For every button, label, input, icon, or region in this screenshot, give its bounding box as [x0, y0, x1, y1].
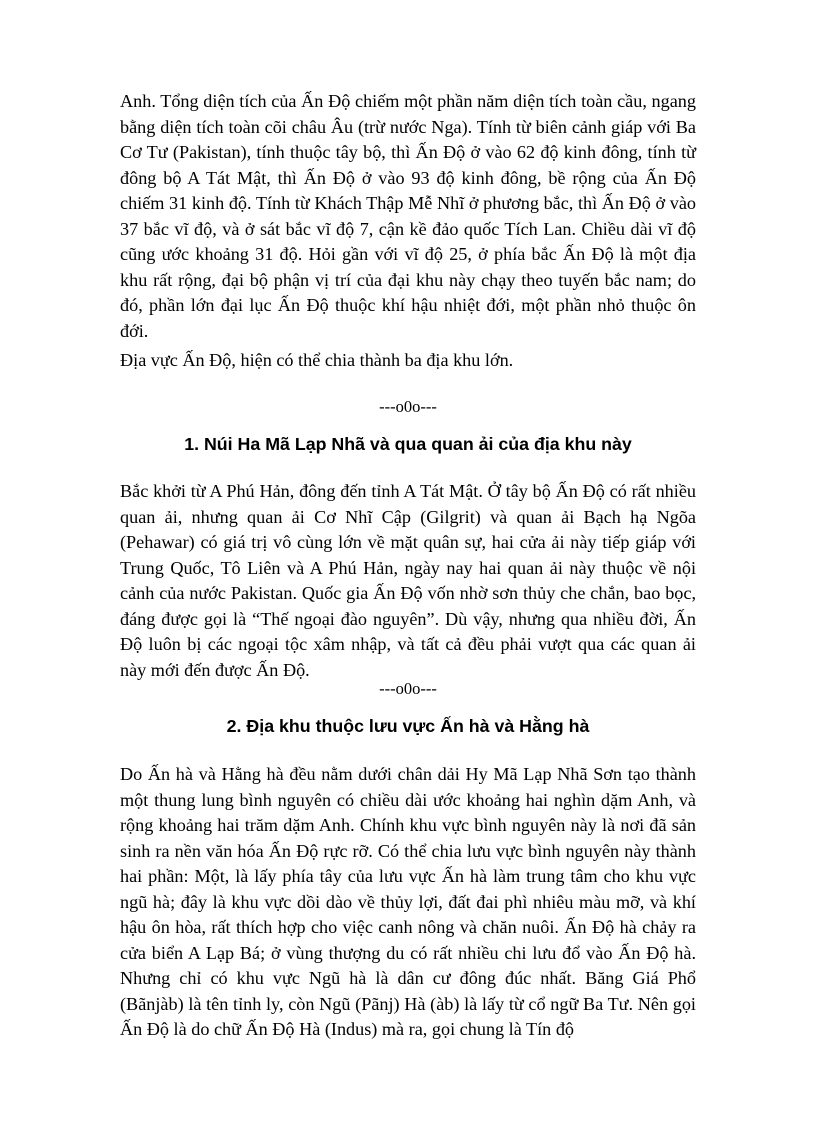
body-paragraph-area-latitude: Anh. Tổng diện tích của Ấn Độ chiếm một phần năm diện tích toàn cầu, ngang bằng diện tích toàn cõi châu Âu (trừ nước Nga). Tính từ biên cảnh giáp với Ba Cơ Tư (Pakistan), tính thuộc tây bộ, thì Ấn Độ ở vào 62 độ kinh đông, tính từ đông bộ A Tát Mật, thì Ấn Độ ở vào 93 độ kinh đông, bề rộng của Ấn Độ chiếm 31 kinh độ. Tính từ Khách Thập Mễ Nhĩ ở phương bắc, thì Ấn Độ ở vào 37 bắc vĩ độ, và ở sát bắc vĩ độ 7, cận kề đảo quốc Tích Lan. Chiều dài vĩ độ cũng ước khoảng 31 độ. Hỏi gần với vĩ độ 25, ở phía bắc Ấn Độ là một địa khu rất rộng, đại bộ phận vị trí của đại khu này chạy theo tuyến bắc nam; do đó, phần lớn đại lục Ấn Độ thuộc khí hậu nhiệt đới, một phần nhỏ thuộc ôn đới.	[120, 91, 696, 341]
body-paragraph-river-basins: Do Ấn hà và Hằng hà đều nằm dưới chân dải Hy Mã Lạp Nhã Sơn tạo thành một thung lung bình nguyên có chiều dài ước khoảng hai nghìn dặm Anh, và rộng khoảng hai trăm dặm Anh. Chính khu vực bình nguyên này là nơi đã sản sinh ra nền văn hóa Ấn Độ rực rỡ. Có thể chia lưu vực bình nguyên này thành hai phần: Một, là lấy phía tây của lưu vực Ấn hà làm trung tâm cho khu vực ngũ hà; đây là khu vực dồi dào về thủy lợi, đất đai phì nhiêu màu mỡ, và khí hậu ôn hòa, rất thích hợp cho việc canh nông và chăn nuôi. Ấn Độ hà chảy ra cửa biển A Lạp Bá; ở vùng thượng du có rất nhiều chi lưu đổ vào Ấn Độ hà. Nhưng chỉ có khu vực Ngũ hà là dân cư đông đúc nhất. Băng Giá Phổ (Bãnjàb) là tên tỉnh ly, còn Ngũ (Pãnj) Hà (àb) là lấy từ cổ ngữ Ba Tư. Nên gọi Ấn Độ là do chữ Ấn Độ Hà (Indus) mà ra, gọi chung là Tín độ	[120, 764, 696, 1039]
body-paragraph-mountain-passes: Bắc khởi từ A Phú Hản, đông đến tỉnh A Tát Mật. Ở tây bộ Ấn Độ có rất nhiều quan ải, nhưng quan ải Cơ Nhĩ Cập (Gilgrit) và quan ải Bạch hạ Ngõa (Pehawar) có giá trị vô cùng lớn về mặt quân sự, hai cửa ải này tiếp giáp với Trung Quốc, Tô Liên và A Phú Hản, ngày nay hai quan ải này thuộc về nội cảnh của nước Pakistan. Quốc gia Ấn Độ vốn nhờ sơn thủy che chắn, bao bọc, đáng được gọi là “Thế ngoại đào nguyên”. Dù vậy, nhưng qua nhiều đời, Ấn Độ luôn bị các ngoại tộc xâm nhập, và tất cả đều phải vượt qua các quan ải này mới đến được Ấn Độ.	[120, 481, 696, 680]
section-separator: ---o0o---	[379, 679, 437, 698]
body-paragraph-three-regions: Địa vực Ấn Độ, hiện có thể chia thành ba địa khu lớn.	[120, 350, 514, 370]
section-heading-indus-ganges: 2. Địa khu thuộc lưu vực Ấn hà và Hằng hà	[226, 716, 590, 736]
section-heading-himalaya: 1. Núi Ha Mã Lạp Nhã và qua quan ải của địa khu này	[184, 434, 632, 454]
section-separator: ---o0o---	[379, 397, 437, 416]
